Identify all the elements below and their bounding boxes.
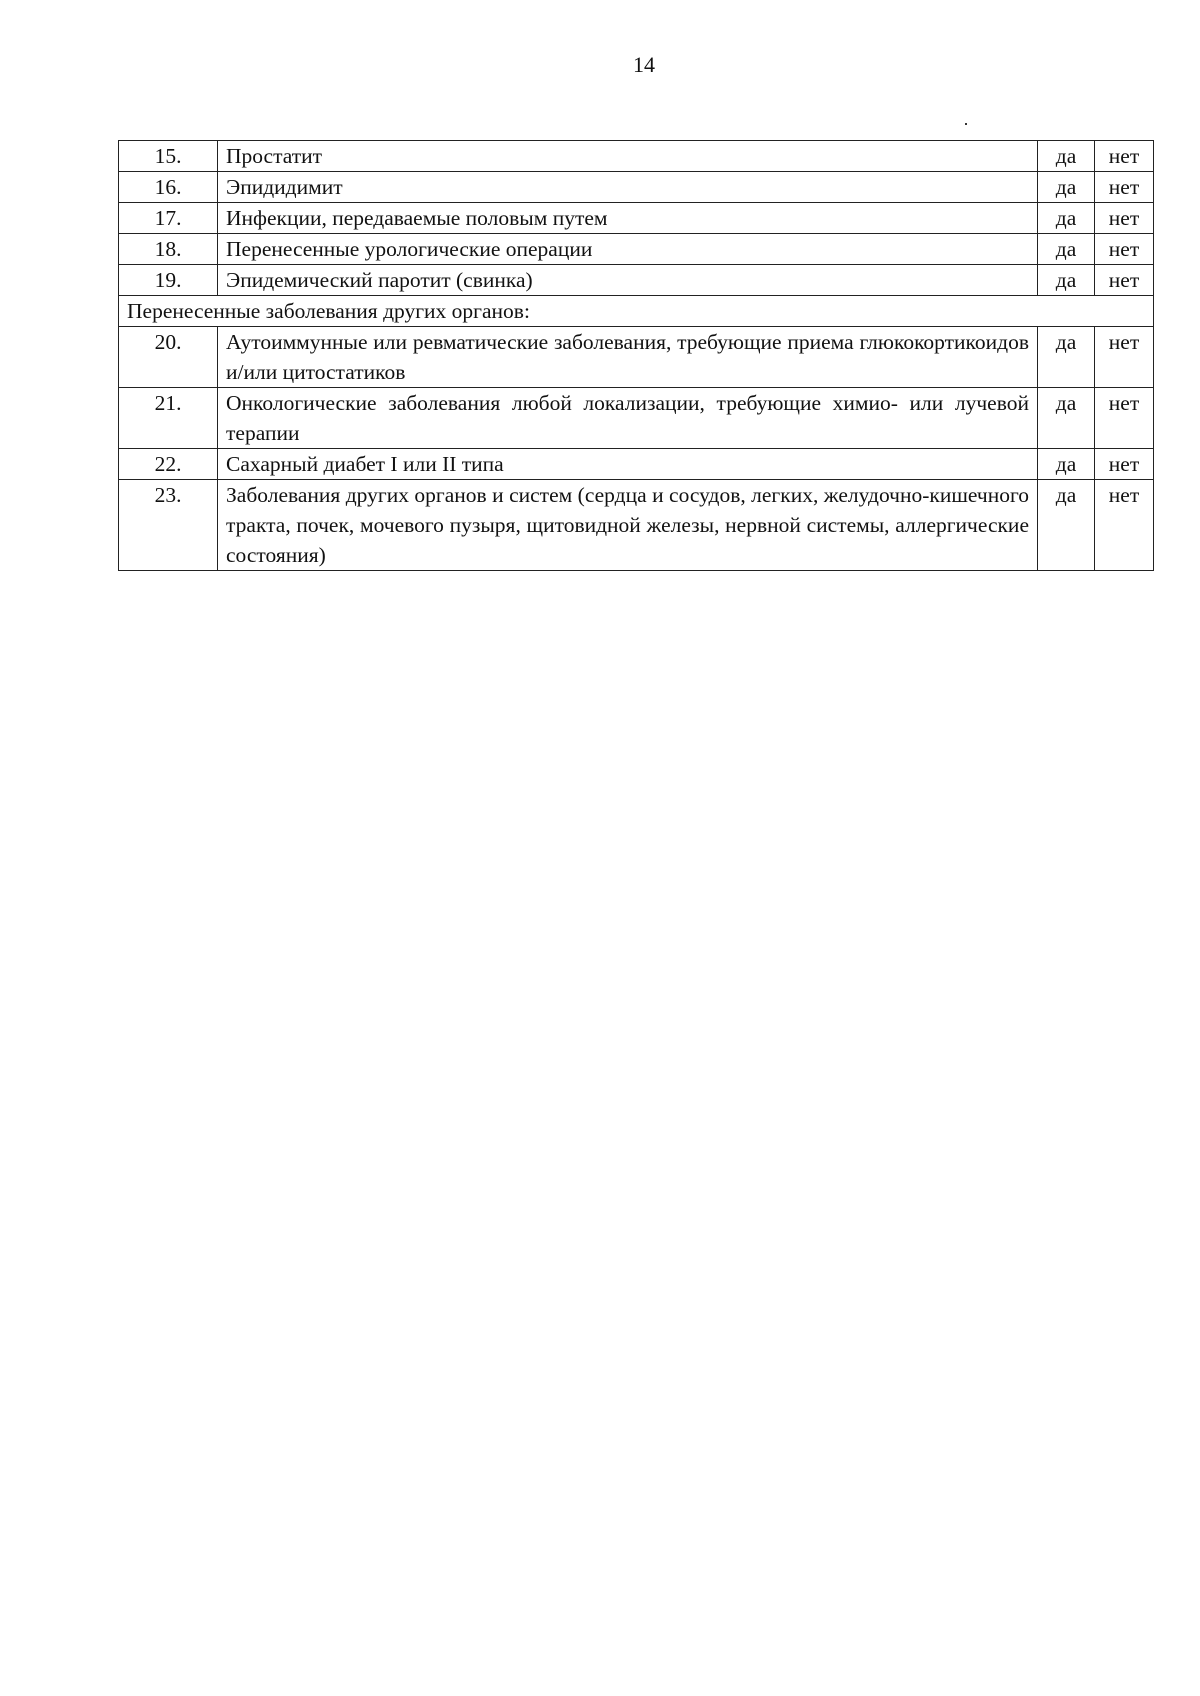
- table-row: [119, 480, 1154, 571]
- row-number: 23.: [119, 480, 218, 571]
- answer-no: нет: [1095, 172, 1154, 203]
- table-row: [119, 265, 1154, 296]
- row-number: 19.: [119, 265, 218, 296]
- row-number: 17.: [119, 203, 218, 234]
- table-row: [119, 449, 1154, 480]
- row-number: 21.: [119, 388, 218, 449]
- row-condition: Инфекции, передаваемые половым путем: [218, 203, 1038, 234]
- answer-yes: да: [1038, 172, 1095, 203]
- row-condition: Онкологические заболевания любой локализации, требующие химио- или лучевой терапии: [218, 388, 1038, 449]
- row-number: 15.: [119, 141, 218, 172]
- scan-dot-mark: [965, 123, 967, 125]
- section-header: Перенесенные заболевания других органов:: [119, 296, 1154, 327]
- answer-no: нет: [1095, 265, 1154, 296]
- answer-yes: да: [1038, 449, 1095, 480]
- table-row: [119, 327, 1154, 388]
- answer-no: нет: [1095, 141, 1154, 172]
- table-row: [119, 172, 1154, 203]
- answer-yes: да: [1038, 480, 1095, 571]
- questionnaire-table: [118, 140, 1154, 571]
- row-condition: Аутоиммунные или ревматические заболевания, требующие приема глюкокортикоидов и/или цитостатиков: [218, 327, 1038, 388]
- answer-no: нет: [1095, 449, 1154, 480]
- table-row: [119, 203, 1154, 234]
- table-row: [119, 388, 1154, 449]
- answer-no: нет: [1095, 234, 1154, 265]
- answer-yes: да: [1038, 203, 1095, 234]
- answer-yes: да: [1038, 388, 1095, 449]
- answer-yes: да: [1038, 234, 1095, 265]
- table-row: [119, 234, 1154, 265]
- answer-yes: да: [1038, 141, 1095, 172]
- row-condition: Сахарный диабет I или II типа: [218, 449, 1038, 480]
- table-row: [119, 141, 1154, 172]
- answer-yes: да: [1038, 265, 1095, 296]
- row-number: 22.: [119, 449, 218, 480]
- section-header-row: [119, 296, 1154, 327]
- answer-yes: да: [1038, 327, 1095, 388]
- row-condition: Перенесенные урологические операции: [218, 234, 1038, 265]
- row-condition: Заболевания других органов и систем (сердца и сосудов, легких, желудочно-кишечного тракта, почек, мочевого пузыря, щитовидной железы, нервной системы, аллергические состояния): [218, 480, 1038, 571]
- row-condition: Эпидидимит: [218, 172, 1038, 203]
- row-condition: Эпидемический паротит (свинка): [218, 265, 1038, 296]
- row-condition: Простатит: [218, 141, 1038, 172]
- answer-no: нет: [1095, 480, 1154, 571]
- answer-no: нет: [1095, 203, 1154, 234]
- row-number: 18.: [119, 234, 218, 265]
- row-number: 20.: [119, 327, 218, 388]
- answer-no: нет: [1095, 327, 1154, 388]
- page-number: 14: [633, 52, 655, 77]
- answer-no: нет: [1095, 388, 1154, 449]
- row-number: 16.: [119, 172, 218, 203]
